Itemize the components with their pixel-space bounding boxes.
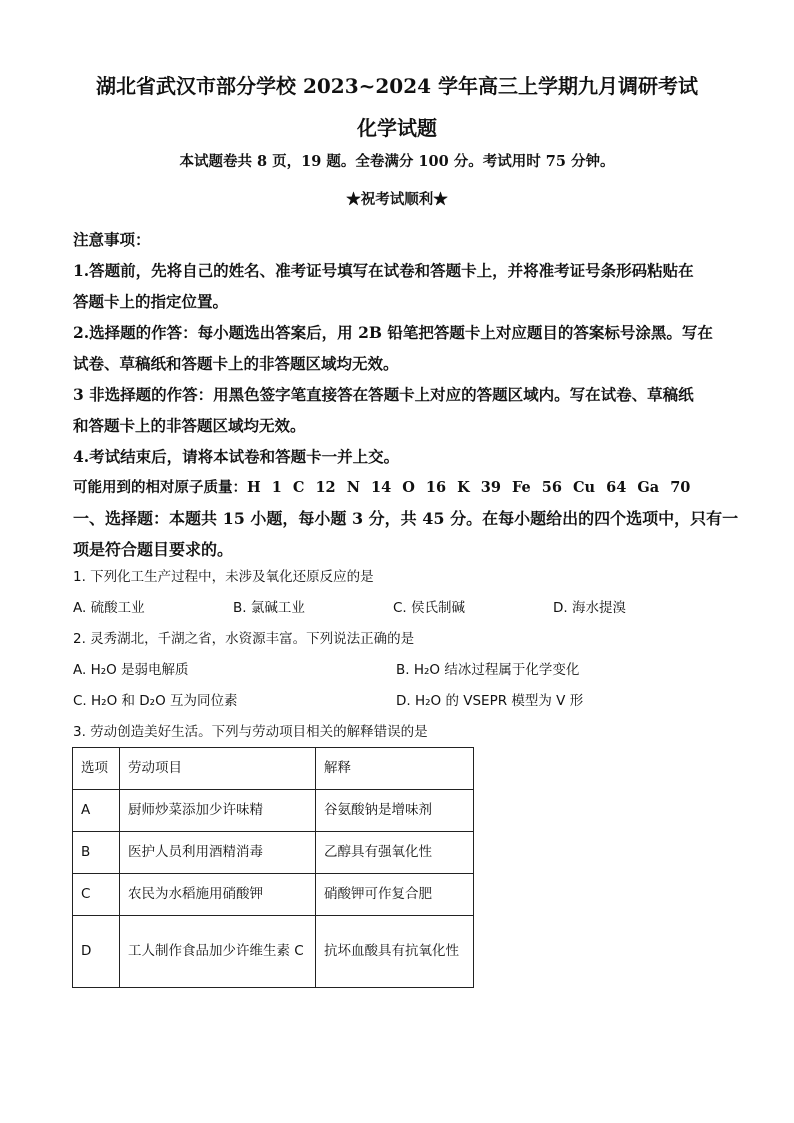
table-row [73,790,474,832]
good-luck-line: ★祝考试顺利★ [346,191,448,208]
column-header: 选项 [73,748,120,790]
notice-item-3: 3 非选择题的作答：用黑色签字笔直接答在答题卡上对应的答题区域内。写在试卷、草稿纸 [73,385,694,404]
exam-title: 湖北省武汉市部分学校 2023~2024 学年高三上学期九月调研考试 [95,74,698,98]
table-cell: 抗坏血酸具有抗氧化性 [316,916,474,988]
table-cell: 农民为水稻施用硝酸钾 [120,874,316,916]
notice-item-2: 2.选择题的作答：每小题选出答案后，用 2B 铅笔把答题卡上对应题目的答案标号涂黑。写在 [73,323,713,342]
question-3-table [72,747,474,988]
column-header: 解释 [316,748,474,790]
table-header-row [73,748,474,790]
section-heading-cont: 项是符合题目要求的。 [73,540,234,559]
notice-item-4: 4.考试结束后，请将本试卷和答题卡一并上交。 [73,447,400,466]
option-b: B. 氯碱工业 [233,600,305,616]
table-cell: B [73,832,120,874]
table-cell: 乙醇具有强氧化性 [316,832,474,874]
question-2-stem: 2. 灵秀湖北，千湖之省，水资源丰富。下列说法正确的是 [73,631,415,647]
question-1-options [73,593,733,624]
table-cell: 谷氨酸钠是增味剂 [316,790,474,832]
option-c: C. 侯氏制碱 [393,600,466,616]
notice-section [73,224,739,565]
table-cell: 工人制作食品加少许维生素 C [120,916,316,988]
table-row [73,874,474,916]
column-header: 劳动项目 [120,748,316,790]
option-d: D. H₂O 的 VSEPR 模型为 V 形 [396,693,584,709]
notice-item-3-cont: 和答题卡上的非答题区域均无效。 [73,416,306,435]
question-1-stem: 1. 下列化工生产过程中，未涉及氧化还原反应的是 [73,569,374,585]
table-cell: D [73,916,120,988]
notice-item-1: 1.答题前，先将自己的姓名、准考证号填写在试卷和答题卡上，并将准考证号条形码粘贴在 [73,261,694,280]
question-2-options-row1 [73,655,733,686]
option-a: A. H₂O 是弱电解质 [73,662,189,678]
section-heading: 一、选择题：本题共 15 小题，每小题 3 分，共 45 分。在每小题给出的四个选项中，只有一 [73,509,739,528]
table-cell: 硝酸钾可作复合肥 [316,874,474,916]
question-2-options-row2 [73,686,733,717]
option-c: C. H₂O 和 D₂O 互为同位素 [73,693,238,709]
table-cell: A [73,790,120,832]
table-cell: C [73,874,120,916]
option-d: D. 海水提溴 [553,600,626,616]
questions [73,562,733,748]
table-row [73,916,474,988]
table-cell: 医护人员利用酒精消毒 [120,832,316,874]
option-b: B. H₂O 结冰过程属于化学变化 [396,662,580,678]
notice-heading: 注意事项： [73,230,151,249]
table-row [73,832,474,874]
exam-info: 本试题卷共 8 页，19 题。全卷满分 100 分。考试用时 75 分钟。 [179,153,615,170]
notice-item-1-cont: 答题卡上的指定位置。 [73,292,229,311]
atomic-masses: 可能用到的相对原子质量：H 1 C 12 N 14 O 16 K 39 Fe 56 Cu 64 Ga 70 [73,479,691,496]
subject-title: 化学试题 [357,116,437,140]
notice-item-2-cont: 试卷、草稿纸和答题卡上的非答题区域均无效。 [73,354,399,373]
table-cell: 厨师炒菜添加少许味精 [120,790,316,832]
option-a: A. 硫酸工业 [73,600,145,616]
question-3-stem: 3. 劳动创造美好生活。下列与劳动项目相关的解释错误的是 [73,724,428,740]
